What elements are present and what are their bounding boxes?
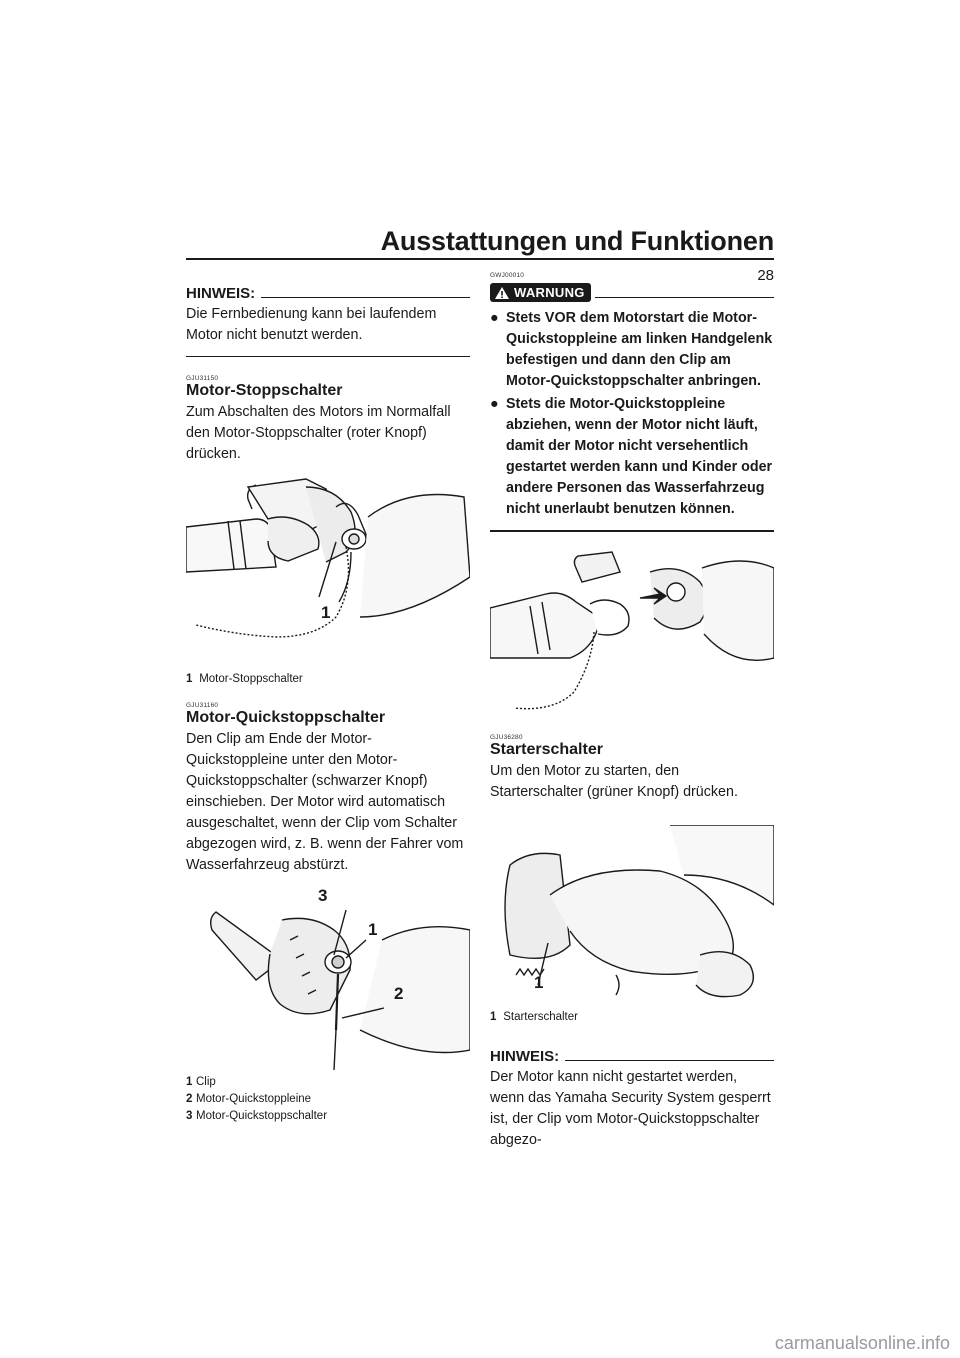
warning-item-text: Stets die Motor-Quickstoppleine abziehen, wenn der Motor nicht läuft, damit der Motor nicht versehentlich gestartet werden kann und Kinder oder andere Personen das Wasserfahrzeug nicht unerlaubt benutzen können. [506,396,773,517]
caption-number: 1 [490,1011,497,1023]
note-text: Die Fernbedienung kann bei laufendem Motor nicht benutzt werden. [186,306,437,343]
bullet-icon: ● [490,310,499,326]
note-label: HINWEIS: [186,285,256,302]
caption-text: Motor-Quickstoppleine [196,1093,312,1105]
caption-number: 1 [186,1076,193,1088]
caption-item [186,1108,470,1125]
section-text: Um den Motor zu starten, den Starterschalter (grüner Knopf) drücken. [490,763,738,800]
note-rule [261,297,470,298]
clip-attach-illustration [490,548,774,718]
figure-caption [490,1009,774,1026]
note-end-rule [186,356,470,357]
figure-caption-list [186,1074,470,1125]
warning-label: WARNUNG [514,285,585,300]
watermark: carmanualsonline.info [774,1333,950,1353]
warning-triangle-icon [494,286,510,300]
warning-item [490,394,774,520]
section-title-motor-quickstoppschalter: Motor-Quickstoppschalter [186,709,386,726]
figure-starterschalter [490,825,774,1005]
caption-text: Motor-Stoppschalter [199,673,303,685]
warning-rule [595,297,774,298]
warning-item [490,308,774,392]
note-text: Der Motor kann nicht gestartet werden, wenn das Yamaha Security System gesperrt ist, der Clip vom Motor-Quickstoppschalter abgezo- [490,1069,771,1148]
figure-quickstop-clip [490,548,774,718]
section-text: Den Clip am Ende der Motor-Quickstoppleine unter den Motor-Quickstoppschalter (schwarzer Knopf) einschieben. Der Motor wird automatisch ausgeschaltet, wenn der Clip vom Schalter abgezogen wird, z. B. wenn der Fahrer vom Wasserfahrzeug abstürzt. [186,731,464,873]
figure-callout-3: 3 [318,886,328,905]
stop-switch-illustration [186,477,470,667]
starter-switch-illustration [490,825,774,1005]
warning-end-rule [490,530,774,532]
bullet-icon: ● [490,396,499,412]
caption-item [186,1074,470,1091]
caption-number: 1 [186,673,193,685]
caption-number: 2 [186,1093,193,1105]
figure-caption [186,671,470,688]
section-code: GJU31160 [186,702,219,709]
note-rule [565,1060,774,1061]
note-heading [186,285,470,302]
section-title-motor-stoppschalter: Motor-Stoppschalter [186,382,343,399]
page-number: 28 [757,267,774,284]
warning-item-text: Stets VOR dem Motorstart die Motor-Quickstoppleine am linken Handgelenk befestigen und dann den Clip am Motor-Quickstoppschalter anbringen. [506,310,773,389]
title-rule [186,258,774,260]
warning-list [490,308,774,520]
figure-callout-1: 1 [368,920,378,939]
note-heading [490,1048,774,1065]
caption-text: Starterschalter [503,1011,578,1023]
figure-callout: 1 [534,973,544,992]
caption-text: Clip [196,1076,216,1088]
section-code: GJU31150 [186,375,219,382]
warning-badge [490,283,591,302]
warning-heading [490,283,774,302]
quickstop-switch-illustration [186,900,470,1070]
left-column [186,280,470,1125]
caption-text: Motor-Quickstoppschalter [196,1110,328,1122]
page-title: Ausstattungen und Funktionen [380,226,774,256]
note-label: HINWEIS: [490,1048,560,1065]
right-column [490,272,774,1151]
figure-callout: 1 [321,603,331,622]
section-title-starterschalter: Starterschalter [490,741,603,758]
caption-item [186,1091,470,1108]
figure-callout-2: 2 [394,984,404,1003]
figure-motor-quickstoppschalter [186,886,470,1070]
figure-motor-stoppschalter [186,477,470,667]
warning-code: GWJ00010 [490,272,525,279]
caption-number: 3 [186,1110,193,1122]
section-code: GJU36280 [490,734,523,741]
section-text: Zum Abschalten des Motors im Normalfall den Motor-Stoppschalter (roter Knopf) drücken. [186,404,451,462]
